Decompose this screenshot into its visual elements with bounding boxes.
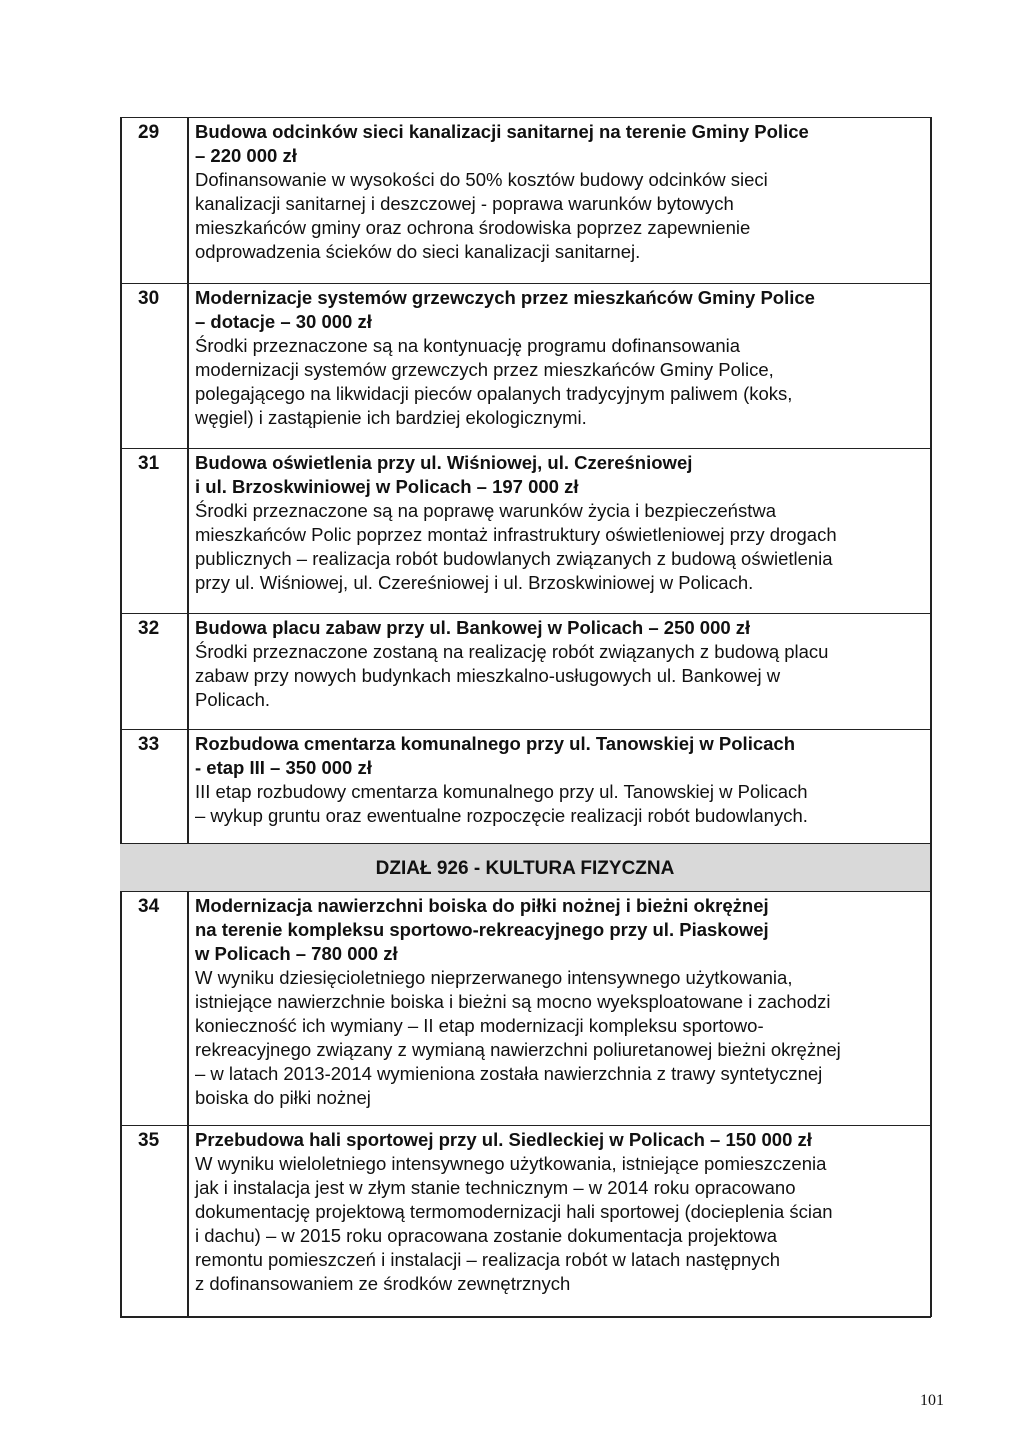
item-title: Budowa odcinków sieci kanalizacji sanitarnej na terenie Gminy Police – 220 000 zł [195, 121, 809, 166]
item-description: Środki przeznaczone są na kontynuację programu dofinansowania modernizacji systemów grzewczych przez mieszkańców Gminy Police, polegającego na likwidacji pieców opalanych tradycyjnym paliwem (koks, węgiel) i zastąpienie ich bardziej ekologicznymi. [195, 335, 793, 428]
page-number: 101 [920, 1392, 944, 1409]
table-bottom-border [120, 1316, 931, 1318]
row-number: 30 [138, 288, 160, 309]
item-title: Budowa placu zabaw przy ul. Bankowej w Policach – 250 000 zł [195, 617, 751, 638]
table-row [120, 448, 930, 613]
column-divider [187, 891, 189, 1316]
section-heading: DZIAŁ 926 - KULTURA FIZYCZNA [375, 858, 675, 879]
table-row [120, 117, 930, 283]
table-row [120, 1125, 930, 1316]
item-title: Modernizacje systemów grzewczych przez mieszkańców Gminy Police – dotacje – 30 000 zł [195, 287, 815, 332]
table-row [120, 283, 930, 448]
row-number: 34 [138, 896, 160, 917]
item-description: W wyniku wieloletniego intensywnego użytkowania, istniejące pomieszczenia jak i instalacja jest w złym stanie technicznym – w 2014 roku opracowano dokumentację projektową termomodernizacji hali sportowej (docieplenia ścian i dachu) – w 2015 roku opracowana zostanie dokumentacja projektowa remontu pomieszczeń i instalacji – realizacja robót w latach następnych z dofinansowaniem ze środków zewnętrznych [195, 1153, 833, 1294]
row-number: 33 [138, 734, 160, 755]
row-content [195, 286, 925, 430]
row-number: 35 [138, 1130, 160, 1151]
table-row [120, 613, 930, 729]
section-heading-row [120, 843, 930, 891]
item-title: Budowa oświetlenia przy ul. Wiśniowej, ul. Czereśniowej i ul. Brzoskwiniowej w Policach – 197 000 zł [195, 452, 693, 497]
table-row [120, 729, 930, 843]
column-divider [187, 117, 189, 843]
row-content [195, 451, 925, 595]
table-row [120, 891, 930, 1125]
item-description: Środki przeznaczone są na poprawę warunków życia i bezpieczeństwa mieszkańców Polic poprzez montaż infrastruktury oświetleniowej przy drogach publicznych – realizacja robót budowlanych związanych z budową oświetlenia przy ul. Wiśniowej, ul. Czereśniowej i ul. Brzoskwiniowej w Policach. [195, 500, 837, 593]
item-title: Modernizacja nawierzchni boiska do piłki nożnej i bieżni okrężnej na terenie kompleksu sportowo-rekreacyjnego przy ul. Piaskowej w Policach – 780 000 zł [195, 895, 769, 964]
row-content [195, 120, 925, 264]
item-title: Rozbudowa cmentarza komunalnego przy ul. Tanowskiej w Policach - etap III – 350 000 zł [195, 733, 795, 778]
row-content [195, 616, 925, 712]
item-title: Przebudowa hali sportowej przy ul. Siedleckiej w Policach – 150 000 zł [195, 1129, 812, 1150]
row-number: 29 [138, 122, 160, 143]
item-description: Dofinansowanie w wysokości do 50% kosztów budowy odcinków sieci kanalizacji sanitarnej i deszczowej - poprawa warunków bytowych mieszkańców gminy oraz ochrona środowiska poprzez zapewnienie odprowadzenia ścieków do sieci kanalizacji sanitarnej. [195, 169, 768, 262]
row-number: 32 [138, 618, 160, 639]
row-content [195, 1128, 925, 1296]
item-description: III etap rozbudowy cmentarza komunalnego przy ul. Tanowskiej w Policach – wykup gruntu oraz ewentualne rozpoczęcie realizacji robót budowlanych. [195, 781, 808, 826]
row-content [195, 732, 925, 828]
item-description: Środki przeznaczone zostaną na realizację robót związanych z budową placu zabaw przy nowych budynkach mieszkalno-usługowych ul. Bankowej w Policach. [195, 641, 829, 710]
table-right-border [930, 117, 932, 1317]
row-content [195, 894, 925, 1110]
row-number: 31 [138, 453, 160, 474]
item-description: W wyniku dziesięcioletniego nieprzerwanego intensywnego użytkowania, istniejące nawierzchnie boiska i bieżni są mocno wyeksploatowane i zachodzi konieczność ich wymiany – II etap modernizacji kompleksu sportowo- rekreacyjnego związany z wymianą nawierzchni poliuretanowej bieżni okrężnej – w latach 2013-2014 wymieniona została nawierzchnia z trawy syntetycznej boiska do piłki nożnej [195, 967, 841, 1108]
